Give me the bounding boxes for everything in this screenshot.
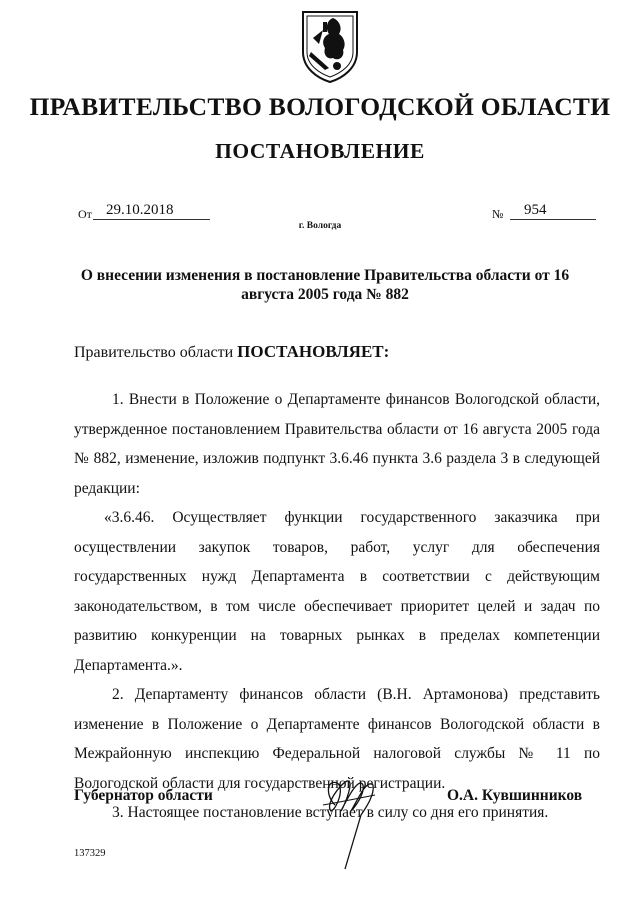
city: г. Вологда [298,221,342,231]
date-prefix: От [78,207,92,221]
number-prefix: № [492,207,504,221]
document-number: 954 [510,202,596,220]
preamble-bold: ПОСТАНОВЛЯЕТ: [237,342,390,361]
government-title: ПРАВИТЕЛЬСТВО ВОЛОГОДСКОЙ ОБЛАСТИ [29,92,611,121]
document-subject: О внесении изменения в постановление Правительства области от 16 августа 2005 года № 882 [80,267,570,303]
signer-title: Губернатор области [74,787,213,804]
paragraph-3: 3. Настоящее постановление вступает в силу со дня его принятия. [112,804,549,821]
coat-of-arms-icon [299,8,361,84]
signature-image [315,765,383,875]
document-date: 29.10.2018 [93,202,210,220]
preamble-text: Правительство области [74,344,238,361]
document-body [74,385,600,828]
document-type: ПОСТАНОВЛЕНИЕ [215,139,425,163]
signer-name: О.А. Кувшинников [447,787,583,804]
paragraph-1-quote: «3.6.46. Осуществляет функции государственного заказчика при осуществлении закупок товаров, работ, услуг для обеспечения государственных нужд Департамента в соответствии с действующим законодательством, в том числе обеспечивает приоритет целей и задач по развитию конкуренции на товарных рынках в пределах компетенции Департамента.». [74,509,600,674]
paragraph-2: 2. Департаменту финансов области (В.Н. Артамонова) представить изменение в Положение о Департаменте финансов Вологодской области в Межрайонную инспекцию Федеральной налоговой службы № 11 по Вологодской области для государственной регистрации. [74,686,600,792]
preamble [74,342,389,362]
document-code: 137329 [74,848,106,859]
paragraph-1: 1. Внести в Положение о Департаменте финансов Вологодской области, утвержденное постановлением Правительства области от 16 августа 2005 года № 882, изменение, изложив подпункт 3.6.46 пункта 3.6 раздела 3 в следующей редакции: [74,391,600,497]
